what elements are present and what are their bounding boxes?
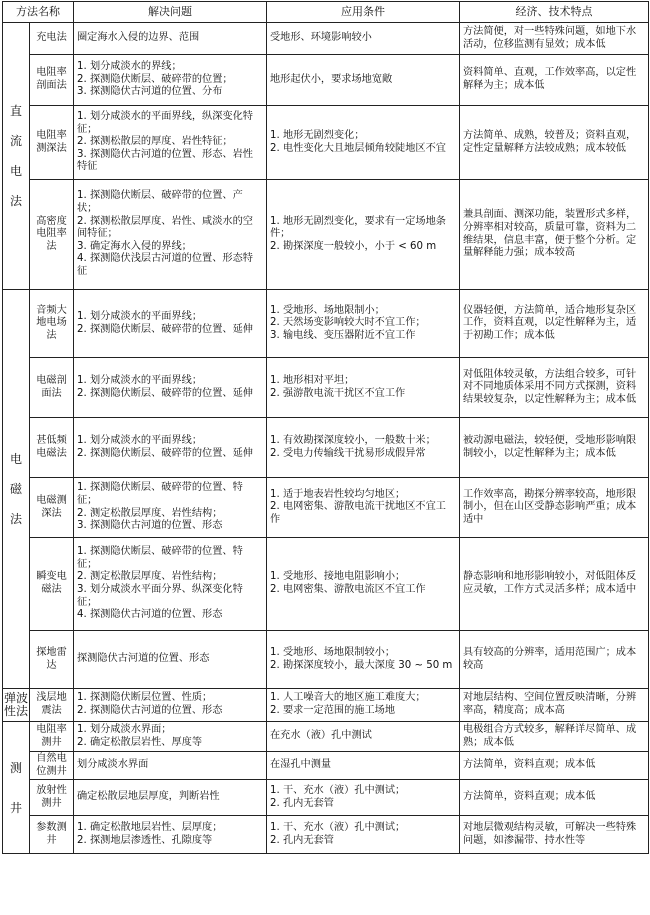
features-cell: 对低阻体较灵敏，方法组合较多，可针对不同地质体采用不同方式探测，资料结果较复杂，以定性解释为主；成本低	[460, 358, 649, 418]
features-cell: 被动源电磁法，较轻便，受地形影响限制较小，以定性解释为主；成本低	[460, 418, 649, 478]
conditions-cell	[267, 631, 460, 689]
method-name: 放射性测井	[30, 780, 74, 816]
condition-item: 1. 地形无剧烈变化；	[270, 129, 365, 141]
problem-item: 1. 划分咸淡水的界线；	[77, 61, 182, 73]
method-name: 探地雷达	[30, 631, 74, 689]
header-conditions: 应用条件	[267, 2, 460, 23]
condition-item: 3. 输电线、变压器附近不宜工作	[270, 329, 416, 341]
condition-item: 2. 要求一定范围的施工场地	[270, 705, 396, 716]
table-row	[3, 23, 649, 55]
condition-item: 1. 干、充水（液）孔中测试；	[270, 822, 406, 834]
problem-item: 3. 探测隐伏古河道的位置、形态、岩性特征	[77, 148, 253, 173]
table-row	[3, 358, 649, 418]
conditions-cell	[267, 418, 460, 478]
condition-item: 1. 干、充水（液）孔中测试；	[270, 785, 406, 797]
features-cell: 方法简便，对一些特殊问题，如地下水活动，位移监测有显效；成本低	[460, 23, 649, 55]
problems-cell	[74, 631, 267, 689]
method-name: 瞬变电磁法	[30, 538, 74, 631]
problem-item: 1. 划分咸淡水的平面界线；	[77, 434, 203, 446]
problem-item: 3. 探测隐伏古河道的位置、形态	[77, 520, 223, 532]
problem-item: 确定松散层地层厚度，判断岩性	[77, 791, 220, 803]
problems-cell	[74, 290, 267, 358]
condition-item: 1. 地形相对平坦；	[270, 374, 355, 386]
features-cell: 仪器轻便，方法简单，适合地形复杂区工作，资料直观，以定性解释为主，适于初勘工作；成本低	[460, 290, 649, 358]
conditions-cell	[267, 478, 460, 538]
condition-item: 2. 电网密集、游散电流区不宜工作	[270, 584, 426, 595]
conditions-cell	[267, 689, 460, 722]
problems-cell	[74, 780, 267, 816]
condition-item: 2. 勘探深度一般较小，小于 < 60 m	[270, 240, 437, 252]
problem-item: 1. 划分咸淡水界面；	[77, 723, 172, 735]
condition-item: 1. 受地形、场地限制较小；	[270, 646, 396, 658]
method-name: 浅层地震法	[30, 689, 74, 722]
problem-item: 2. 探测地层渗透性、孔隙度等	[77, 834, 213, 846]
problems-cell	[74, 106, 267, 180]
table-row	[3, 538, 649, 631]
conditions-cell	[267, 106, 460, 180]
problem-item: 2. 探测隐伏断层、破碎带的位置、延伸	[77, 387, 253, 399]
problem-item: 1. 划分咸淡水的平面界线，纵深变化特征；	[77, 111, 253, 135]
problems-cell	[74, 752, 267, 780]
problem-item: 1. 探测隐伏断层、破碎带的位置、特征；	[77, 546, 243, 570]
problems-cell	[74, 358, 267, 418]
condition-item: 2. 电性变化大且地层倾角较陡地区不宜	[270, 142, 446, 154]
problems-cell	[74, 538, 267, 631]
features-cell: 工作效率高，勘探分辨率较高，地形限制小，但在山区受静态影响严重；成本适中	[460, 478, 649, 538]
features-cell: 电极组合方式较多，解释详尽简单、成熟；成本低	[460, 722, 649, 752]
header-features: 经济、技术特点	[460, 2, 649, 23]
method-name: 电阻率测深法	[30, 106, 74, 180]
condition-item: 1. 人工噪音大的地区施工难度大；	[270, 692, 426, 704]
conditions-cell	[267, 23, 460, 55]
problem-item: 2. 探测隐伏断层、破碎带的位置、延伸	[77, 323, 253, 335]
problem-item: 1. 探测隐伏断层位置、性质；	[77, 692, 213, 704]
features-cell: 资料简单、直观，工作效率高，以定性解释为主；成本低	[460, 55, 649, 106]
problem-item: 1. 探测隐伏断层、破碎带的位置、产状；	[77, 190, 243, 215]
condition-item: 1. 受地形、场地限制小；	[270, 304, 385, 316]
table-row	[3, 478, 649, 538]
features-cell: 方法简单，资料直观；成本低	[460, 752, 649, 780]
problem-item: 1. 划分咸淡水的平面界线；	[77, 310, 203, 322]
table-row	[3, 689, 649, 722]
problems-cell	[74, 23, 267, 55]
problems-cell	[74, 722, 267, 752]
condition-item: 地形起伏小，要求场地宽敞	[270, 73, 393, 85]
problem-item: 3. 确定海水入侵的界线；	[77, 240, 192, 252]
features-cell: 静态影响和地形影响较小，对低阻体反应灵敏，工作方式灵活多样；成本适中	[460, 538, 649, 631]
table-row	[3, 816, 649, 854]
conditions-cell	[267, 290, 460, 358]
problem-item: 划分咸淡水界面	[77, 759, 149, 771]
conditions-cell	[267, 816, 460, 854]
problem-item: 圈定海水入侵的边界、范围	[77, 32, 200, 44]
header-method: 方法名称	[3, 2, 74, 23]
problem-item: 2. 测定松散层厚度、岩性结构；	[77, 507, 223, 519]
table-row	[3, 55, 649, 106]
condition-item: 受地形、环境影响较小	[270, 32, 372, 44]
condition-item: 1. 地形无剧烈变化，要求有一定场地条件；	[270, 215, 446, 240]
features-cell: 兼具剖面、测深功能，装置形式多样，分辨率相对较高，质量可靠，资料为二维结果，信息丰富，便于整个分析。定量解释能力强；成本较高	[460, 180, 649, 290]
conditions-cell	[267, 358, 460, 418]
condition-item: 在充水（液）孔中测试	[270, 730, 372, 742]
problem-item: 3. 划分咸淡水平面分界、纵深变化特征；	[77, 584, 243, 608]
method-name: 参数测井	[30, 816, 74, 854]
conditions-cell	[267, 722, 460, 752]
conditions-cell	[267, 752, 460, 780]
features-cell: 方法简单，资料直观；成本低	[460, 780, 649, 816]
method-name: 自然电位测井	[30, 752, 74, 780]
category-cell: 直 流 电 法	[3, 23, 30, 290]
table-row	[3, 418, 649, 478]
method-name: 充电法	[30, 23, 74, 55]
table-row	[3, 180, 649, 290]
condition-item: 2. 孔内无套管	[270, 834, 334, 846]
conditions-cell	[267, 180, 460, 290]
category-cell: 弹波 性法	[3, 689, 30, 722]
conditions-cell	[267, 55, 460, 106]
condition-item: 2. 勘探深度较小，最大深度 30 ~ 50 m	[270, 659, 453, 671]
method-name: 音频大地电场法	[30, 290, 74, 358]
header-row	[3, 2, 649, 23]
features-cell: 具有较高的分辨率，适用范围广；成本较高	[460, 631, 649, 689]
table-row	[3, 722, 649, 752]
condition-item: 2. 电网密集、游散电流干扰地区不宜工作	[270, 501, 446, 525]
features-cell: 对地层结构、空间位置反映清晰，分辨率高，精度高；成本高	[460, 689, 649, 722]
method-name: 高密度电阻率法	[30, 180, 74, 290]
method-name: 电磁测深法	[30, 478, 74, 538]
problem-item: 2. 探测隐伏断层、破碎带的位置；	[77, 73, 233, 85]
problem-item: 2. 测定松散层厚度、岩性结构；	[77, 571, 223, 583]
problems-cell	[74, 55, 267, 106]
condition-item: 1. 有效勘探深度较小，一般数十米；	[270, 434, 436, 446]
condition-item: 2. 强游散电流干扰区不宜工作	[270, 387, 406, 399]
conditions-cell	[267, 538, 460, 631]
problem-item: 2. 探测隐伏断层、破碎带的位置、延伸	[77, 447, 253, 459]
condition-item: 2. 天然场变影响较大时不宜工作；	[270, 317, 426, 329]
category-cell: 测 井	[3, 722, 30, 854]
problems-cell	[74, 478, 267, 538]
category-cell: 电 磁 法	[3, 290, 30, 689]
table-row	[3, 106, 649, 180]
header-problems: 解决问题	[74, 2, 267, 23]
table-row	[3, 290, 649, 358]
condition-item: 在湿孔中测量	[270, 759, 332, 771]
problem-item: 1. 确定松散地层岩性、层厚度；	[77, 822, 223, 834]
problem-item: 2. 探测松散层的厚度、岩性特征；	[77, 136, 233, 148]
method-name: 电阻率测井	[30, 722, 74, 752]
method-name: 电磁剖面法	[30, 358, 74, 418]
table-row	[3, 631, 649, 689]
method-name: 甚低频电磁法	[30, 418, 74, 478]
problem-item: 3. 探测隐伏古河道的位置、分布	[77, 86, 223, 98]
method-name: 电阻率剖面法	[30, 55, 74, 106]
problems-cell	[74, 689, 267, 722]
problems-cell	[74, 180, 267, 290]
problems-cell	[74, 418, 267, 478]
problem-item: 2. 确定松散层岩性、厚度等	[77, 736, 203, 748]
problem-item: 4. 探测隐伏古河道的位置、形态	[77, 609, 223, 621]
problem-item: 2. 探测松散层厚度、岩性、咸淡水的空间特征；	[77, 215, 253, 240]
problem-item: 1. 划分咸淡水的平面界线；	[77, 374, 203, 386]
table-row	[3, 780, 649, 816]
condition-item: 1. 适于地表岩性较均匀地区；	[270, 488, 406, 500]
features-cell: 方法简单、成熟，较普及；资料直观，定性定量解释方法较成熟；成本较低	[460, 106, 649, 180]
condition-item: 2. 受电力传输线干扰易形成假异常	[270, 447, 426, 459]
condition-item: 2. 孔内无套管	[270, 797, 334, 809]
table-row	[3, 752, 649, 780]
conditions-cell	[267, 780, 460, 816]
condition-item: 1. 受地形、接地电阻影响小；	[270, 571, 406, 583]
problem-item: 探测隐伏古河道的位置、形态	[77, 653, 210, 665]
features-cell: 对地层微观结构灵敏，可解决一些特殊问题，如渗漏带、持水性等	[460, 816, 649, 854]
problem-item: 2. 探测隐伏古河道的位置、形态	[77, 705, 223, 716]
methods-table	[2, 1, 649, 854]
problems-cell	[74, 816, 267, 854]
problem-item: 4. 探测隐伏浅层古河道的位置、形态特征	[77, 253, 253, 277]
problem-item: 1. 探测隐伏断层、破碎带的位置、特征；	[77, 482, 243, 506]
